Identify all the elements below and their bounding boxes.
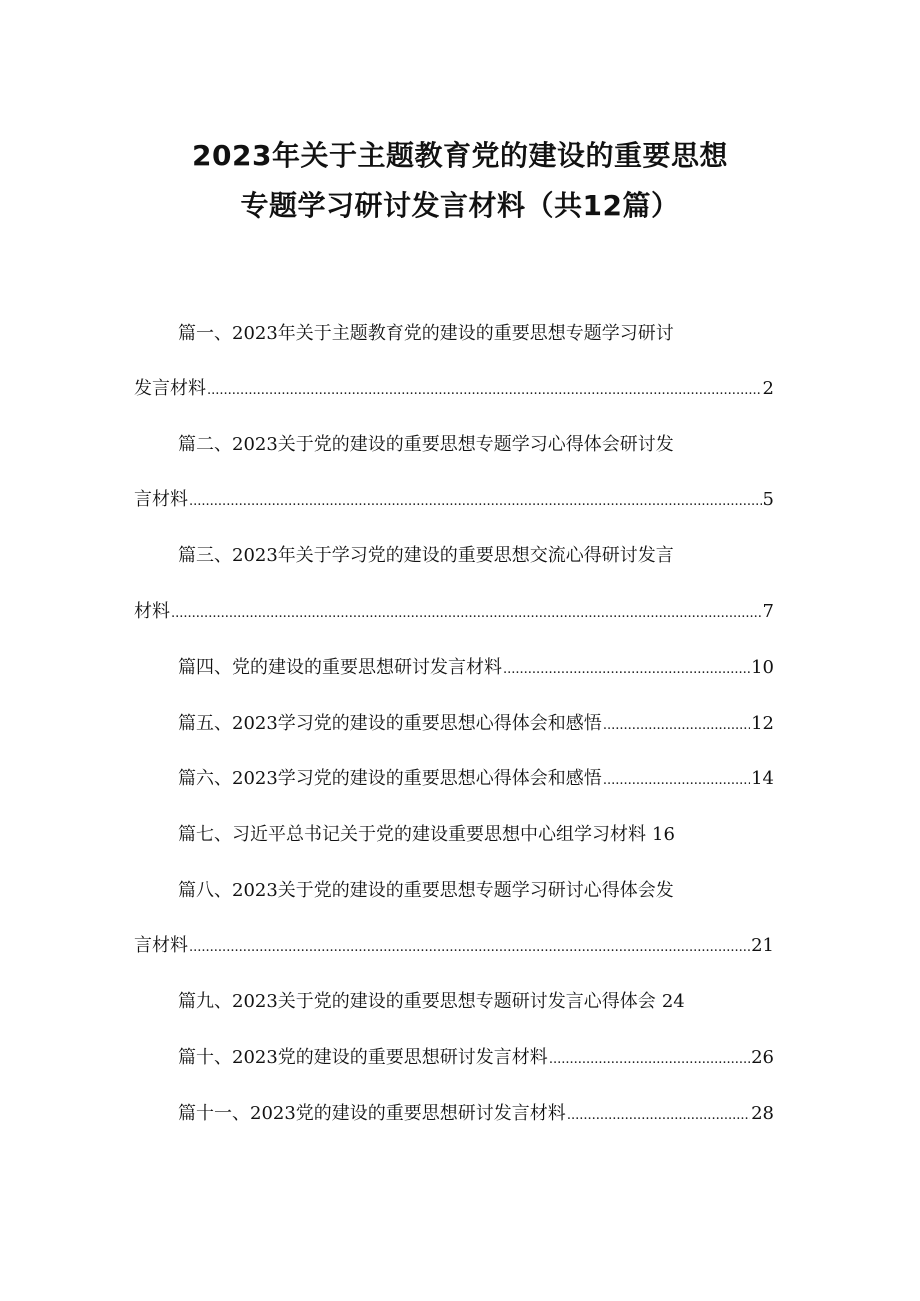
toc-leader-dots	[549, 1046, 750, 1072]
toc-entry-text: 篇九、2023关于党的建设的重要思想专题研讨发言心得体会	[178, 991, 656, 1012]
toc-entry-8-line-2[interactable]	[134, 934, 774, 960]
toc-page-number: 7	[762, 601, 774, 622]
toc-entry-2-line-2[interactable]	[134, 488, 774, 514]
toc-page-number: 10	[751, 657, 774, 678]
toc-entry-text: 篇七、习近平总书记关于党的建设重要思想中心组学习材料	[178, 824, 646, 845]
toc-page-number: 16	[652, 824, 675, 845]
toc-entry-11[interactable]	[178, 1102, 774, 1128]
toc-entry-text: 言材料	[134, 489, 188, 510]
toc-entry-text: 篇二、2023关于党的建设的重要思想专题学习心得体会研讨发	[178, 434, 674, 455]
toc-entry-9[interactable]	[178, 990, 685, 1014]
toc-entry-3-line-1[interactable]	[178, 544, 738, 568]
toc-page-number: 14	[751, 768, 774, 789]
toc-page-number: 21	[751, 935, 774, 956]
toc-entry-10[interactable]	[178, 1046, 774, 1072]
toc-entry-text: 篇四、党的建设的重要思想研讨发言材料	[178, 657, 502, 678]
toc-entry-4[interactable]	[178, 656, 774, 682]
title-line-2: 专题学习研讨发言材料（共12篇）	[240, 189, 680, 222]
toc-entry-text: 篇八、2023关于党的建设的重要思想专题学习研讨心得体会发	[178, 880, 674, 901]
toc-page-number: 26	[751, 1047, 774, 1068]
toc-entry-8-line-1[interactable]	[178, 879, 738, 903]
toc-entry-text: 篇六、2023学习党的建设的重要思想心得体会和感悟	[178, 768, 602, 789]
toc-entry-2-line-1[interactable]	[178, 433, 738, 457]
toc-entry-1-line-1[interactable]	[178, 322, 738, 346]
toc-page-number: 5	[762, 489, 774, 510]
toc-entry-text: 篇十、2023党的建设的重要思想研讨发言材料	[178, 1047, 548, 1068]
toc-entry-text: 篇五、2023学习党的建设的重要思想心得体会和感悟	[178, 713, 602, 734]
toc-page-number: 28	[751, 1103, 774, 1124]
toc-entry-6[interactable]	[178, 767, 774, 793]
toc-leader-dots	[503, 656, 750, 682]
toc-entry-7[interactable]	[178, 823, 675, 847]
toc-entry-text: 篇三、2023年关于学习党的建设的重要思想交流心得研讨发言	[178, 545, 674, 566]
toc-leader-dots	[189, 488, 762, 514]
toc-leader-dots	[189, 934, 750, 960]
toc-leader-dots	[567, 1102, 750, 1128]
toc-page-number: 2	[762, 378, 774, 399]
toc-entry-text: 发言材料	[134, 378, 206, 399]
toc-entry-text: 材料	[134, 601, 170, 622]
toc-page-number: 12	[751, 713, 774, 734]
toc-leader-dots	[603, 712, 750, 738]
toc-entry-1-line-2[interactable]	[134, 377, 774, 403]
toc-leader-dots	[603, 767, 750, 793]
toc-leader-dots	[171, 600, 762, 626]
toc-entry-text: 言材料	[134, 935, 188, 956]
toc-page-number: 24	[661, 991, 685, 1012]
toc-leader-dots	[207, 377, 762, 403]
toc-entry-3-line-2[interactable]	[134, 600, 774, 626]
toc-entry-text: 篇一、2023年关于主题教育党的建设的重要思想专题学习研讨	[178, 323, 674, 344]
toc-entry-5[interactable]	[178, 712, 774, 738]
toc-entry-text: 篇十一、2023党的建设的重要思想研讨发言材料	[178, 1103, 566, 1124]
title-line-1: 2023年关于主题教育党的建设的重要思想	[192, 139, 728, 172]
